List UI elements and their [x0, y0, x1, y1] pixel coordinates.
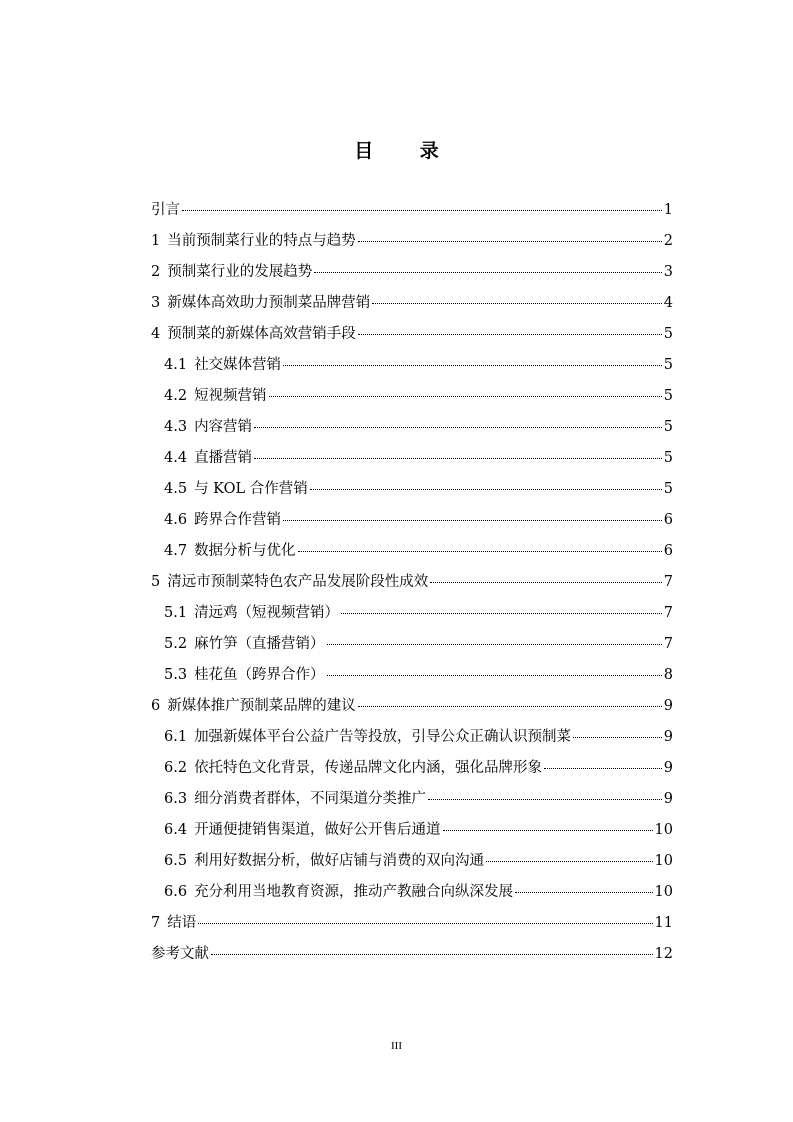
toc-dot-leader: [327, 674, 662, 676]
toc-entry[interactable]: [151, 629, 673, 660]
toc-entry-number: 4.2: [164, 388, 188, 404]
toc-dot-leader: [428, 798, 662, 800]
toc-entry-number: 4.1: [164, 357, 188, 373]
toc-dot-leader: [283, 364, 662, 366]
toc-entry[interactable]: [151, 474, 673, 505]
toc-entry-page: 10: [654, 884, 673, 900]
toc-entry-page: 4: [663, 295, 673, 311]
toc-entry-title: 结语: [167, 915, 197, 931]
toc-entry-title: 新媒体推广预制菜品牌的建议: [167, 698, 356, 714]
toc-entry[interactable]: [151, 443, 673, 474]
toc-entry-page: 11: [654, 915, 673, 931]
toc-entry[interactable]: [151, 877, 673, 908]
toc-entry-title: 清远市预制菜特色农产品发展阶段性成效: [167, 574, 429, 590]
toc-dot-leader: [573, 736, 662, 738]
toc-entry-title: 与 KOL 合作营销: [194, 481, 308, 497]
toc-entry-number: 4.3: [164, 419, 188, 435]
toc-entry-title: 引言: [151, 202, 180, 218]
toc-entry-page: 6: [663, 512, 673, 528]
toc-entry-title: 桂花鱼（跨界合作）: [194, 667, 325, 683]
toc-entry-page: 8: [663, 667, 673, 683]
toc-entry[interactable]: [151, 350, 673, 381]
toc-entry-title: 预制菜行业的发展趋势: [167, 264, 313, 280]
toc-entry[interactable]: [151, 505, 673, 536]
toc-entry-number: 4.6: [164, 512, 188, 528]
toc-entry-title: 直播营销: [194, 450, 253, 466]
table-of-contents: [151, 195, 673, 970]
toc-dot-leader: [269, 395, 662, 397]
toc-entry-title: 短视频营销: [194, 388, 267, 404]
toc-entry-number: 6.2: [164, 760, 188, 776]
toc-entry-page: 9: [663, 698, 673, 714]
toc-dot-leader: [298, 550, 662, 552]
toc-entry-number: 6: [151, 698, 161, 714]
toc-entry[interactable]: [151, 908, 673, 939]
toc-dot-leader: [211, 953, 653, 955]
toc-entry-page: 5: [663, 450, 673, 466]
toc-entry-number: 4: [151, 326, 161, 342]
toc-entry-number: 5: [151, 574, 161, 590]
toc-entry-page: 7: [663, 605, 673, 621]
toc-entry-page: 5: [663, 326, 673, 342]
toc-entry-number: 6.1: [164, 729, 188, 745]
toc-entry-title: 利用好数据分析，做好店铺与消费的双向沟通: [194, 853, 485, 869]
toc-entry-page: 7: [663, 574, 673, 590]
toc-entry-page: 10: [654, 822, 673, 838]
page-title: 目 录: [354, 140, 459, 162]
toc-dot-leader: [544, 767, 662, 769]
toc-entry[interactable]: [151, 319, 673, 350]
toc-entry-number: 1: [151, 233, 161, 249]
toc-entry-page: 9: [663, 729, 673, 745]
toc-entry-title: 当前预制菜行业的特点与趋势: [167, 233, 356, 249]
toc-entry[interactable]: [151, 567, 673, 598]
toc-entry[interactable]: [151, 815, 673, 846]
toc-entry[interactable]: [151, 939, 673, 970]
toc-entry-title: 内容营销: [194, 419, 253, 435]
toc-entry[interactable]: [151, 288, 673, 319]
toc-dot-leader: [254, 457, 662, 459]
toc-entry-page: 6: [663, 543, 673, 559]
toc-entry-title: 数据分析与优化: [194, 543, 296, 559]
toc-dot-leader: [430, 581, 662, 583]
toc-entry-title: 麻竹笋（直播营销）: [194, 636, 325, 652]
toc-entry-page: 9: [663, 791, 673, 807]
toc-entry-title: 细分消费者群体，不同渠道分类推广: [194, 791, 427, 807]
toc-dot-leader: [372, 302, 662, 304]
toc-dot-leader: [358, 705, 662, 707]
toc-entry[interactable]: [151, 412, 673, 443]
toc-entry-title: 开通便捷销售渠道，做好公开售后通道: [194, 822, 441, 838]
toc-dot-leader: [182, 209, 662, 211]
toc-entry[interactable]: [151, 195, 673, 226]
toc-entry-title: 清远鸡（短视频营销）: [194, 605, 340, 621]
toc-entry-number: 5.1: [164, 605, 188, 621]
toc-entry[interactable]: [151, 784, 673, 815]
toc-entry[interactable]: [151, 536, 673, 567]
toc-entry-number: 6.3: [164, 791, 188, 807]
toc-entry-number: 6.4: [164, 822, 188, 838]
toc-dot-leader: [310, 488, 662, 490]
toc-entry-page: 1: [663, 202, 673, 218]
toc-dot-leader: [358, 240, 662, 242]
toc-entry-number: 5.3: [164, 667, 188, 683]
toc-entry[interactable]: [151, 722, 673, 753]
toc-dot-leader: [314, 271, 662, 273]
toc-dot-leader: [486, 860, 652, 862]
toc-entry-title: 参考文献: [151, 946, 209, 962]
toc-entry-number: 3: [151, 295, 161, 311]
toc-entry-title: 社交媒体营销: [194, 357, 282, 373]
toc-entry-page: 5: [663, 357, 673, 373]
toc-entry[interactable]: [151, 598, 673, 629]
toc-entry-page: 5: [663, 388, 673, 404]
toc-dot-leader: [254, 426, 662, 428]
toc-dot-leader: [515, 891, 652, 893]
toc-entry-page: 12: [654, 946, 673, 962]
toc-entry-title: 跨界合作营销: [194, 512, 282, 528]
toc-entry[interactable]: [151, 381, 673, 412]
toc-dot-leader: [327, 643, 662, 645]
toc-entry-number: 7: [151, 915, 161, 931]
toc-entry-page: 3: [663, 264, 673, 280]
toc-entry-title: 加强新媒体平台公益广告等投放，引导公众正确认识预制菜: [194, 729, 572, 745]
toc-entry-number: 4.7: [164, 543, 188, 559]
toc-dot-leader: [341, 612, 662, 614]
toc-entry-title: 依托特色文化背景，传递品牌文化内涵，强化品牌形象: [194, 760, 543, 776]
page-number: III: [391, 1040, 402, 1052]
toc-entry-number: 2: [151, 264, 161, 280]
toc-dot-leader: [358, 333, 662, 335]
toc-entry-number: 4.5: [164, 481, 188, 497]
toc-entry-page: 5: [663, 481, 673, 497]
toc-entry-page: 2: [663, 233, 673, 249]
toc-entry[interactable]: [151, 846, 673, 877]
toc-dot-leader: [283, 519, 662, 521]
toc-entry-page: 7: [663, 636, 673, 652]
toc-entry[interactable]: [151, 257, 673, 288]
toc-entry-page: 5: [663, 419, 673, 435]
toc-entry-title: 新媒体高效助力预制菜品牌营销: [167, 295, 371, 311]
toc-entry-page: 10: [654, 853, 673, 869]
toc-entry-number: 6.5: [164, 853, 188, 869]
toc-entry-number: 5.2: [164, 636, 188, 652]
toc-entry-title: 充分利用当地教育资源，推动产教融合向纵深发展: [194, 884, 514, 900]
toc-dot-leader: [198, 922, 652, 924]
toc-entry[interactable]: [151, 226, 673, 257]
toc-entry-page: 9: [663, 760, 673, 776]
toc-entry-number: 4.4: [164, 450, 188, 466]
toc-entry[interactable]: [151, 691, 673, 722]
toc-entry-title: 预制菜的新媒体高效营销手段: [167, 326, 356, 342]
toc-entry[interactable]: [151, 753, 673, 784]
toc-entry-number: 6.6: [164, 884, 188, 900]
toc-entry[interactable]: [151, 660, 673, 691]
toc-dot-leader: [443, 829, 653, 831]
